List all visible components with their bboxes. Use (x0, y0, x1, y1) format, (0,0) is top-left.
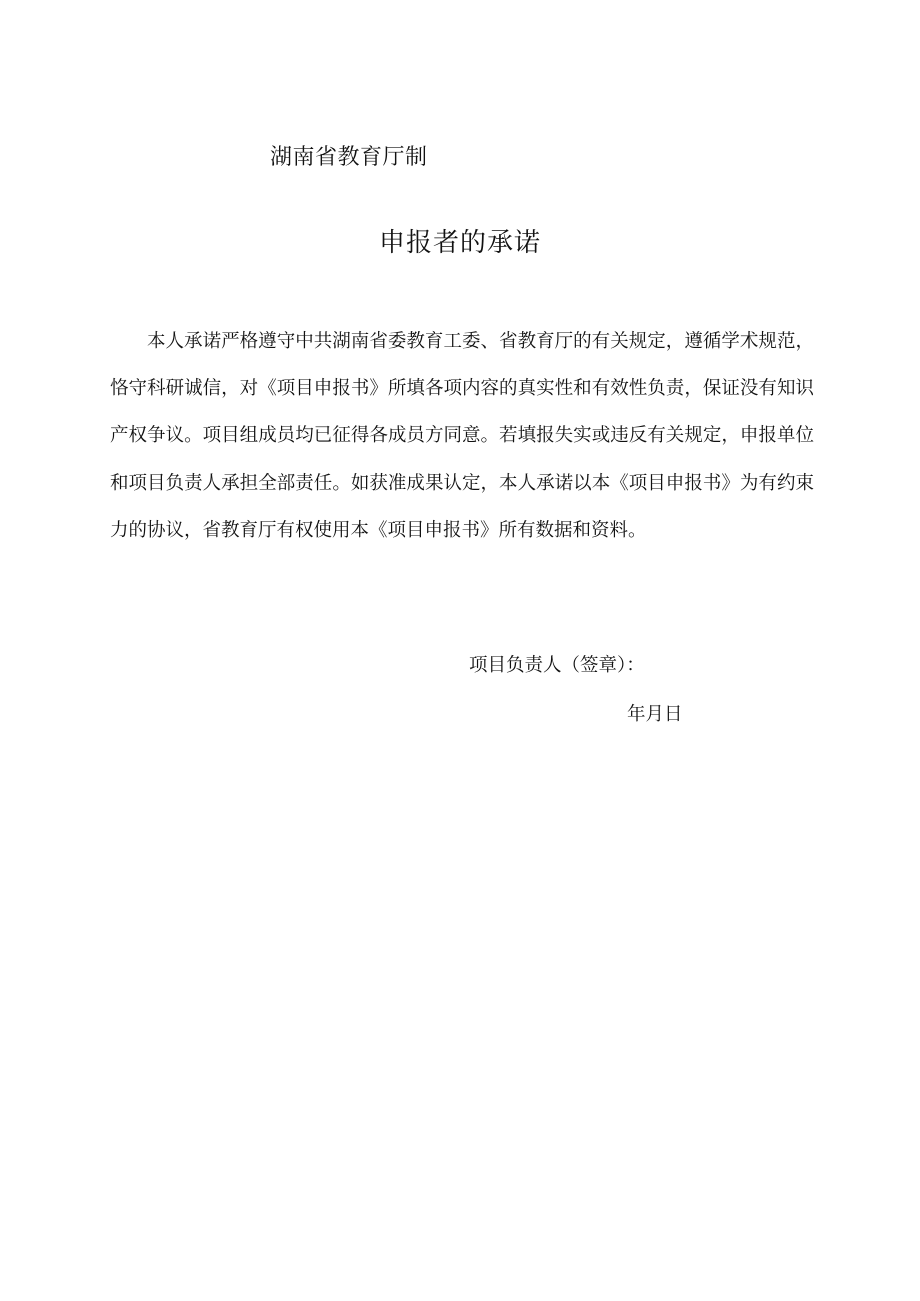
page-title: 申报者的承诺 (378, 228, 541, 258)
pledge-paragraph: 本人承诺严格遵守中共湖南省委教育工委、省教育厅的有关规定，遵循学术规范，恪守科研诚信，对《项目申报书》所填各项内容的真实性和有效性负责，保证没有知识产权争议。项目组成员均已征得各成员方同意。若填报失实或违反有关规定，申报单位和项目负责人承担全部责任。如获准成果认定，本人承诺以本《项目申报书》为有约束力的协议，省教育厅有权使用本《项目申报书》所有数据和资料。 (110, 331, 814, 541)
signature-label: 项目负责人（签章）： (469, 655, 645, 676)
date-label: 年月日 (627, 704, 683, 725)
issuer-line: 湖南省教育厅制 (270, 145, 428, 170)
